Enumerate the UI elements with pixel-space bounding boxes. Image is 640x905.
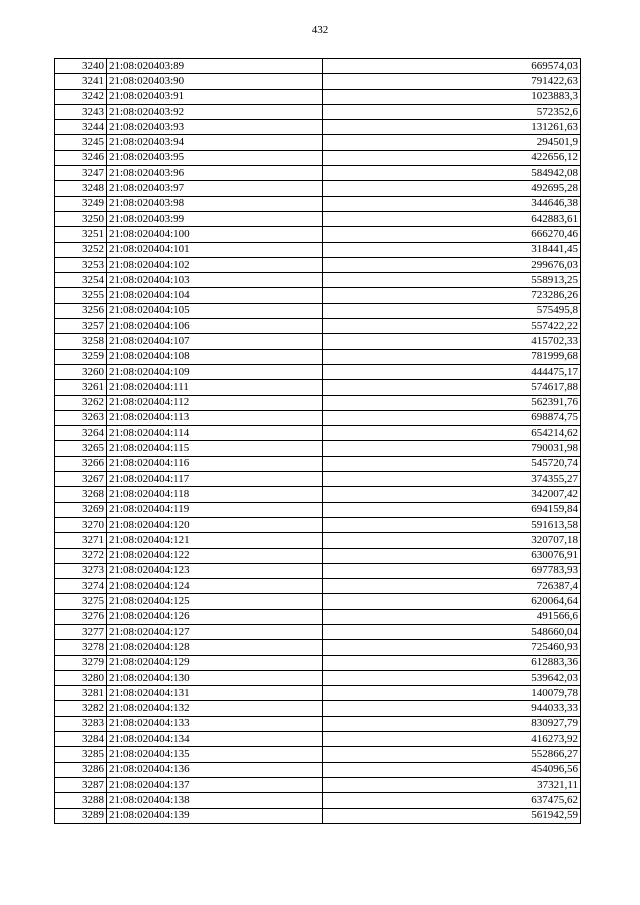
row-number: 3252 [55,242,107,257]
row-number: 3278 [55,640,107,655]
table-row [55,181,581,196]
cadastral-value: 140079,78 [323,686,581,701]
cadastral-value: 723286,26 [323,288,581,303]
table-row [55,533,581,548]
row-number: 3246 [55,150,107,165]
table-row [55,670,581,685]
cadastral-value: 299676,03 [323,257,581,272]
row-number: 3285 [55,747,107,762]
cadastral-value: 654214,62 [323,426,581,441]
table-row [55,349,581,364]
table-row [55,808,581,823]
cadastral-number: 21:08:020403:96 [107,166,323,181]
row-number: 3286 [55,762,107,777]
cadastral-number: 21:08:020403:92 [107,104,323,119]
table-row [55,288,581,303]
cadastral-value: 558913,25 [323,273,581,288]
cadastral-value: 642883,61 [323,211,581,226]
row-number: 3264 [55,426,107,441]
cadastral-number: 21:08:020404:117 [107,472,323,487]
table-row [55,364,581,379]
row-number: 3288 [55,793,107,808]
cadastral-number: 21:08:020404:114 [107,426,323,441]
row-number: 3287 [55,777,107,792]
table-row [55,563,581,578]
cadastral-number: 21:08:020404:118 [107,487,323,502]
cadastral-number: 21:08:020404:112 [107,395,323,410]
cadastral-value: 572352,6 [323,104,581,119]
cadastral-number: 21:08:020404:135 [107,747,323,762]
cadastral-value: 725460,93 [323,640,581,655]
cadastral-number: 21:08:020404:107 [107,334,323,349]
cadastral-number: 21:08:020404:106 [107,319,323,334]
table-row [55,502,581,517]
cadastral-value: 698874,75 [323,410,581,425]
cadastral-value: 790031,98 [323,441,581,456]
row-number: 3270 [55,517,107,532]
cadastral-number: 21:08:020404:137 [107,777,323,792]
cadastral-number: 21:08:020404:120 [107,517,323,532]
cadastral-value: 342007,42 [323,487,581,502]
table-row [55,380,581,395]
row-number: 3289 [55,808,107,823]
cadastral-value: 584942,08 [323,166,581,181]
cadastral-value: 630076,91 [323,548,581,563]
cadastral-number: 21:08:020404:128 [107,640,323,655]
row-number: 3274 [55,579,107,594]
cadastral-value: 781999,68 [323,349,581,364]
row-number: 3267 [55,472,107,487]
row-number: 3259 [55,349,107,364]
table-row [55,640,581,655]
cadastral-value: 697783,93 [323,563,581,578]
cadastral-number: 21:08:020403:89 [107,59,323,74]
table-row [55,594,581,609]
cadastral-number: 21:08:020403:99 [107,211,323,226]
cadastral-value: 669574,03 [323,59,581,74]
row-number: 3245 [55,135,107,150]
table-row [55,257,581,272]
cadastral-number: 21:08:020404:127 [107,624,323,639]
cadastral-number: 21:08:020403:97 [107,181,323,196]
cadastral-value: 612883,36 [323,655,581,670]
cadastral-value: 444475,17 [323,364,581,379]
table-row [55,410,581,425]
table-row [55,135,581,150]
row-number: 3243 [55,104,107,119]
cadastral-number: 21:08:020404:121 [107,533,323,548]
cadastral-value: 539642,03 [323,670,581,685]
table-row [55,609,581,624]
row-number: 3282 [55,701,107,716]
table-row [55,426,581,441]
cadastral-value: 294501,9 [323,135,581,150]
cadastral-number: 21:08:020403:95 [107,150,323,165]
cadastral-number: 21:08:020404:134 [107,732,323,747]
cadastral-number: 21:08:020404:130 [107,670,323,685]
row-number: 3258 [55,334,107,349]
row-number: 3283 [55,716,107,731]
cadastral-value: 694159,84 [323,502,581,517]
table-row [55,579,581,594]
cadastral-number: 21:08:020404:126 [107,609,323,624]
cadastral-value: 562391,76 [323,395,581,410]
cadastral-number: 21:08:020404:122 [107,548,323,563]
table-row [55,395,581,410]
row-number: 3262 [55,395,107,410]
row-number: 3249 [55,196,107,211]
row-number: 3248 [55,181,107,196]
cadastral-number: 21:08:020404:138 [107,793,323,808]
cadastral-value: 637475,62 [323,793,581,808]
cadastral-number: 21:08:020404:109 [107,364,323,379]
row-number: 3250 [55,211,107,226]
cadastral-number: 21:08:020404:119 [107,502,323,517]
cadastral-number: 21:08:020403:98 [107,196,323,211]
table-row [55,303,581,318]
cadastral-number: 21:08:020404:111 [107,380,323,395]
row-number: 3244 [55,120,107,135]
cadastral-number: 21:08:020404:115 [107,441,323,456]
row-number: 3272 [55,548,107,563]
row-number: 3253 [55,257,107,272]
table-row [55,89,581,104]
row-number: 3263 [55,410,107,425]
table-row [55,701,581,716]
table-row [55,196,581,211]
cadastral-value: 454096,56 [323,762,581,777]
row-number: 3256 [55,303,107,318]
table-row [55,716,581,731]
table-row [55,319,581,334]
table-row [55,242,581,257]
table-row [55,793,581,808]
cadastral-value: 944033,33 [323,701,581,716]
table-row [55,548,581,563]
cadastral-value: 318441,45 [323,242,581,257]
table-row [55,777,581,792]
row-number: 3266 [55,456,107,471]
cadastral-number: 21:08:020404:102 [107,257,323,272]
row-number: 3240 [55,59,107,74]
row-number: 3242 [55,89,107,104]
cadastral-value: 422656,12 [323,150,581,165]
table-row [55,211,581,226]
row-number: 3281 [55,686,107,701]
cadastral-value: 620064,64 [323,594,581,609]
cadastral-number: 21:08:020404:132 [107,701,323,716]
table-row [55,334,581,349]
cadastral-value: 1023883,3 [323,89,581,104]
table-row [55,487,581,502]
cadastral-number: 21:08:020404:131 [107,686,323,701]
table-row [55,624,581,639]
row-number: 3269 [55,502,107,517]
cadastral-number: 21:08:020404:101 [107,242,323,257]
cadastral-number: 21:08:020404:104 [107,288,323,303]
row-number: 3271 [55,533,107,548]
table-row [55,747,581,762]
cadastral-number: 21:08:020404:124 [107,579,323,594]
cadastral-value: 552866,27 [323,747,581,762]
cadastral-number: 21:08:020404:116 [107,456,323,471]
cadastral-value: 374355,27 [323,472,581,487]
table-row [55,517,581,532]
table-row [55,441,581,456]
row-number: 3276 [55,609,107,624]
table-row [55,456,581,471]
row-number: 3254 [55,273,107,288]
cadastral-number: 21:08:020403:90 [107,74,323,89]
row-number: 3257 [55,319,107,334]
table-row [55,150,581,165]
table-row [55,120,581,135]
table-row [55,104,581,119]
cadastral-value: 492695,28 [323,181,581,196]
cadastral-value: 344646,38 [323,196,581,211]
table-row [55,166,581,181]
row-number: 3255 [55,288,107,303]
table-row [55,686,581,701]
cadastral-value: 561942,59 [323,808,581,823]
cadastral-number: 21:08:020404:133 [107,716,323,731]
row-number: 3280 [55,670,107,685]
row-number: 3261 [55,380,107,395]
row-number: 3277 [55,624,107,639]
cadastral-number: 21:08:020404:105 [107,303,323,318]
cadastral-value-table [54,58,581,824]
cadastral-value: 416273,92 [323,732,581,747]
cadastral-number: 21:08:020404:103 [107,273,323,288]
cadastral-value: 726387,4 [323,579,581,594]
cadastral-value: 131261,63 [323,120,581,135]
row-number: 3273 [55,563,107,578]
table-row [55,762,581,777]
table-row [55,273,581,288]
cadastral-number: 21:08:020404:113 [107,410,323,425]
table-row [55,732,581,747]
cadastral-value: 37321,11 [323,777,581,792]
cadastral-number: 21:08:020404:136 [107,762,323,777]
row-number: 3241 [55,74,107,89]
cadastral-value: 575495,8 [323,303,581,318]
table-row [55,74,581,89]
row-number: 3265 [55,441,107,456]
cadastral-value: 545720,74 [323,456,581,471]
cadastral-value: 415702,33 [323,334,581,349]
cadastral-number: 21:08:020404:125 [107,594,323,609]
row-number: 3251 [55,227,107,242]
row-number: 3268 [55,487,107,502]
cadastral-value: 320707,18 [323,533,581,548]
table-row [55,59,581,74]
table-row [55,472,581,487]
row-number: 3260 [55,364,107,379]
cadastral-number: 21:08:020403:93 [107,120,323,135]
row-number: 3284 [55,732,107,747]
row-number: 3247 [55,166,107,181]
cadastral-value: 830927,79 [323,716,581,731]
cadastral-value: 548660,04 [323,624,581,639]
cadastral-number: 21:08:020404:100 [107,227,323,242]
cadastral-value: 574617,88 [323,380,581,395]
cadastral-value: 591613,58 [323,517,581,532]
cadastral-number: 21:08:020404:108 [107,349,323,364]
cadastral-number: 21:08:020403:94 [107,135,323,150]
row-number: 3279 [55,655,107,670]
table-row [55,655,581,670]
cadastral-value: 791422,63 [323,74,581,89]
row-number: 3275 [55,594,107,609]
cadastral-value: 491566,6 [323,609,581,624]
table-row [55,227,581,242]
table-body [55,59,581,824]
cadastral-number: 21:08:020404:123 [107,563,323,578]
cadastral-value: 557422,22 [323,319,581,334]
cadastral-value: 666270,46 [323,227,581,242]
page-number: 432 [311,24,329,36]
cadastral-number: 21:08:020404:139 [107,808,323,823]
cadastral-number: 21:08:020404:129 [107,655,323,670]
cadastral-number: 21:08:020403:91 [107,89,323,104]
